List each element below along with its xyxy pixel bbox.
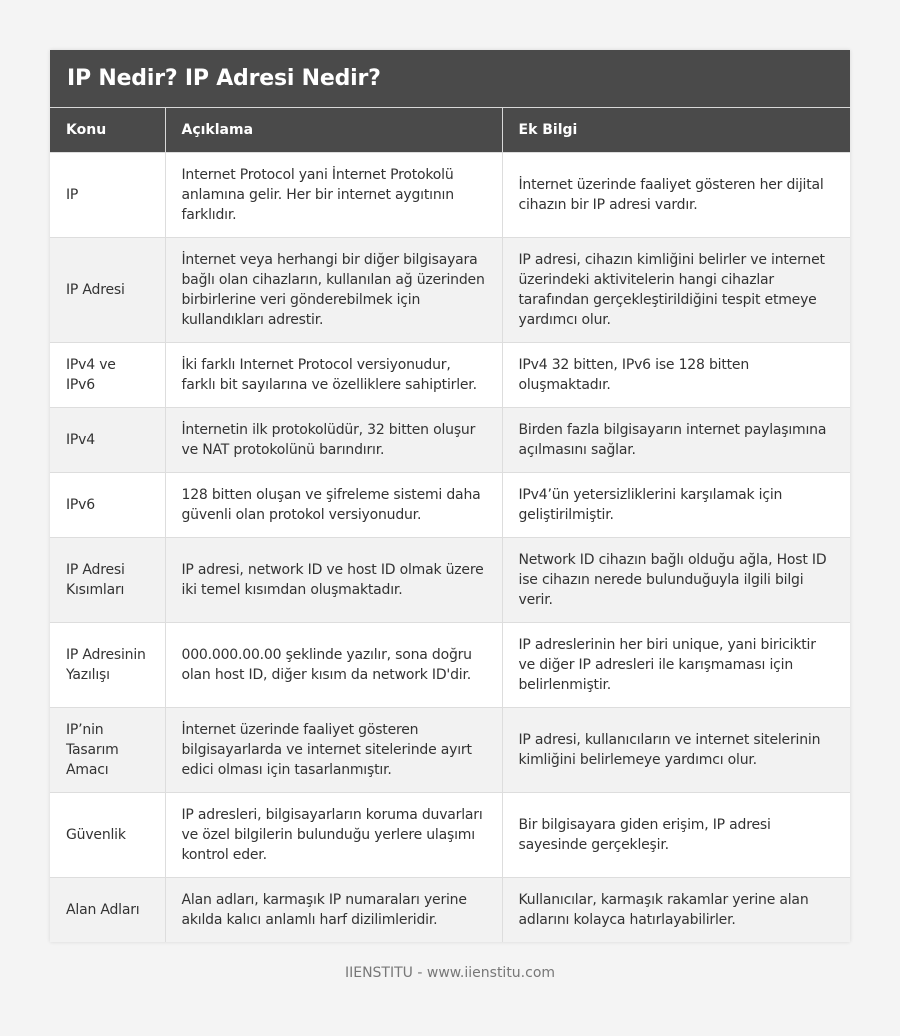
cell-konu: IP Adresinin Yazılışı [50,623,165,708]
column-header-aciklama: Açıklama [165,108,502,153]
cell-konu: IPv4 ve IPv6 [50,343,165,408]
cell-konu: Güvenlik [50,793,165,878]
cell-konu: IPv6 [50,473,165,538]
table-row [50,343,850,408]
cell-aciklama: İnternetin ilk protokolüdür, 32 bitten oluşur ve NAT protokolünü barındırır. [165,408,502,473]
cell-aciklama: İnternet veya herhangi bir diğer bilgisayara bağlı olan cihazların, kullanılan ağ üzerinden birbirlerine veri gönderebilmek için kullandıkları adrestir. [165,238,502,343]
cell-ek-bilgi: Birden fazla bilgisayarın internet paylaşımına açılmasını sağlar. [502,408,850,473]
table-row [50,623,850,708]
cell-ek-bilgi: Network ID cihazın bağlı olduğu ağla, Host ID ise cihazın nerede bulunduğuyla ilgili bilgi verir. [502,538,850,623]
cell-konu: IP Adresi Kısımları [50,538,165,623]
cell-ek-bilgi: Bir bilgisayara giden erişim, IP adresi sayesinde gerçekleşir. [502,793,850,878]
column-header-konu: Konu [50,108,165,153]
cell-aciklama: 128 bitten oluşan ve şifreleme sistemi daha güvenli olan protokol versiyonudur. [165,473,502,538]
cell-aciklama: Alan adları, karmaşık IP numaraları yerine akılda kalıcı anlamlı harf dizilimleridir. [165,878,502,943]
cell-ek-bilgi: IP adreslerinin her biri unique, yani biriciktir ve diğer IP adresleri ile karışmaması için belirlenmiştir. [502,623,850,708]
table-row [50,708,850,793]
cell-ek-bilgi: Kullanıcılar, karmaşık rakamlar yerine alan adlarını kolayca hatırlayabilirler. [502,878,850,943]
cell-aciklama: IP adresi, network ID ve host ID olmak üzere iki temel kısımdan oluşmaktadır. [165,538,502,623]
info-table [50,108,850,942]
table-header-row [50,108,850,153]
cell-aciklama: Internet Protocol yani İnternet Protokolü anlamına gelir. Her bir internet aygıtının farklıdır. [165,153,502,238]
cell-konu: Alan Adları [50,878,165,943]
cell-ek-bilgi: IP adresi, kullanıcıların ve internet sitelerinin kimliğini belirlemeye yardımcı olur. [502,708,850,793]
cell-ek-bilgi: IPv4 32 bitten, IPv6 ise 128 bitten oluşmaktadır. [502,343,850,408]
table-row [50,793,850,878]
cell-aciklama: İki farklı Internet Protocol versiyonudur, farklı bit sayılarına ve özelliklere sahiptirler. [165,343,502,408]
cell-ek-bilgi: IPv4’ün yetersizliklerini karşılamak için geliştirilmiştir. [502,473,850,538]
cell-konu: IP [50,153,165,238]
table-row [50,153,850,238]
column-header-ek-bilgi: Ek Bilgi [502,108,850,153]
table-row [50,408,850,473]
footer-credit: IIENSTITU - www.iienstitu.com [344,965,556,981]
cell-ek-bilgi: İnternet üzerinde faaliyet gösteren her dijital cihazın bir IP adresi vardır. [502,153,850,238]
cell-konu: IP’nin Tasarım Amacı [50,708,165,793]
cell-aciklama: İnternet üzerinde faaliyet gösteren bilgisayarlarda ve internet sitelerinde ayırt edici olması için tasarlanmıştır. [165,708,502,793]
cell-konu: IPv4 [50,408,165,473]
table-row [50,878,850,943]
table-row [50,538,850,623]
page-title: IP Nedir? IP Adresi Nedir? [67,66,381,91]
title-bar [50,50,850,108]
cell-ek-bilgi: IP adresi, cihazın kimliğini belirler ve internet üzerindeki aktivitelerin hangi cihazlar tarafından gerçekleştirildiğini tespit etmeye yardımcı olur. [502,238,850,343]
cell-aciklama: IP adresleri, bilgisayarların koruma duvarları ve özel bilgilerin bulunduğu yerlere ulaşımı kontrol eder. [165,793,502,878]
cell-aciklama: 000.000.00.00 şeklinde yazılır, sona doğru olan host ID, diğer kısım da network ID'dir. [165,623,502,708]
table-row [50,473,850,538]
table-row [50,238,850,343]
cell-konu: IP Adresi [50,238,165,343]
info-table-card [50,50,850,942]
